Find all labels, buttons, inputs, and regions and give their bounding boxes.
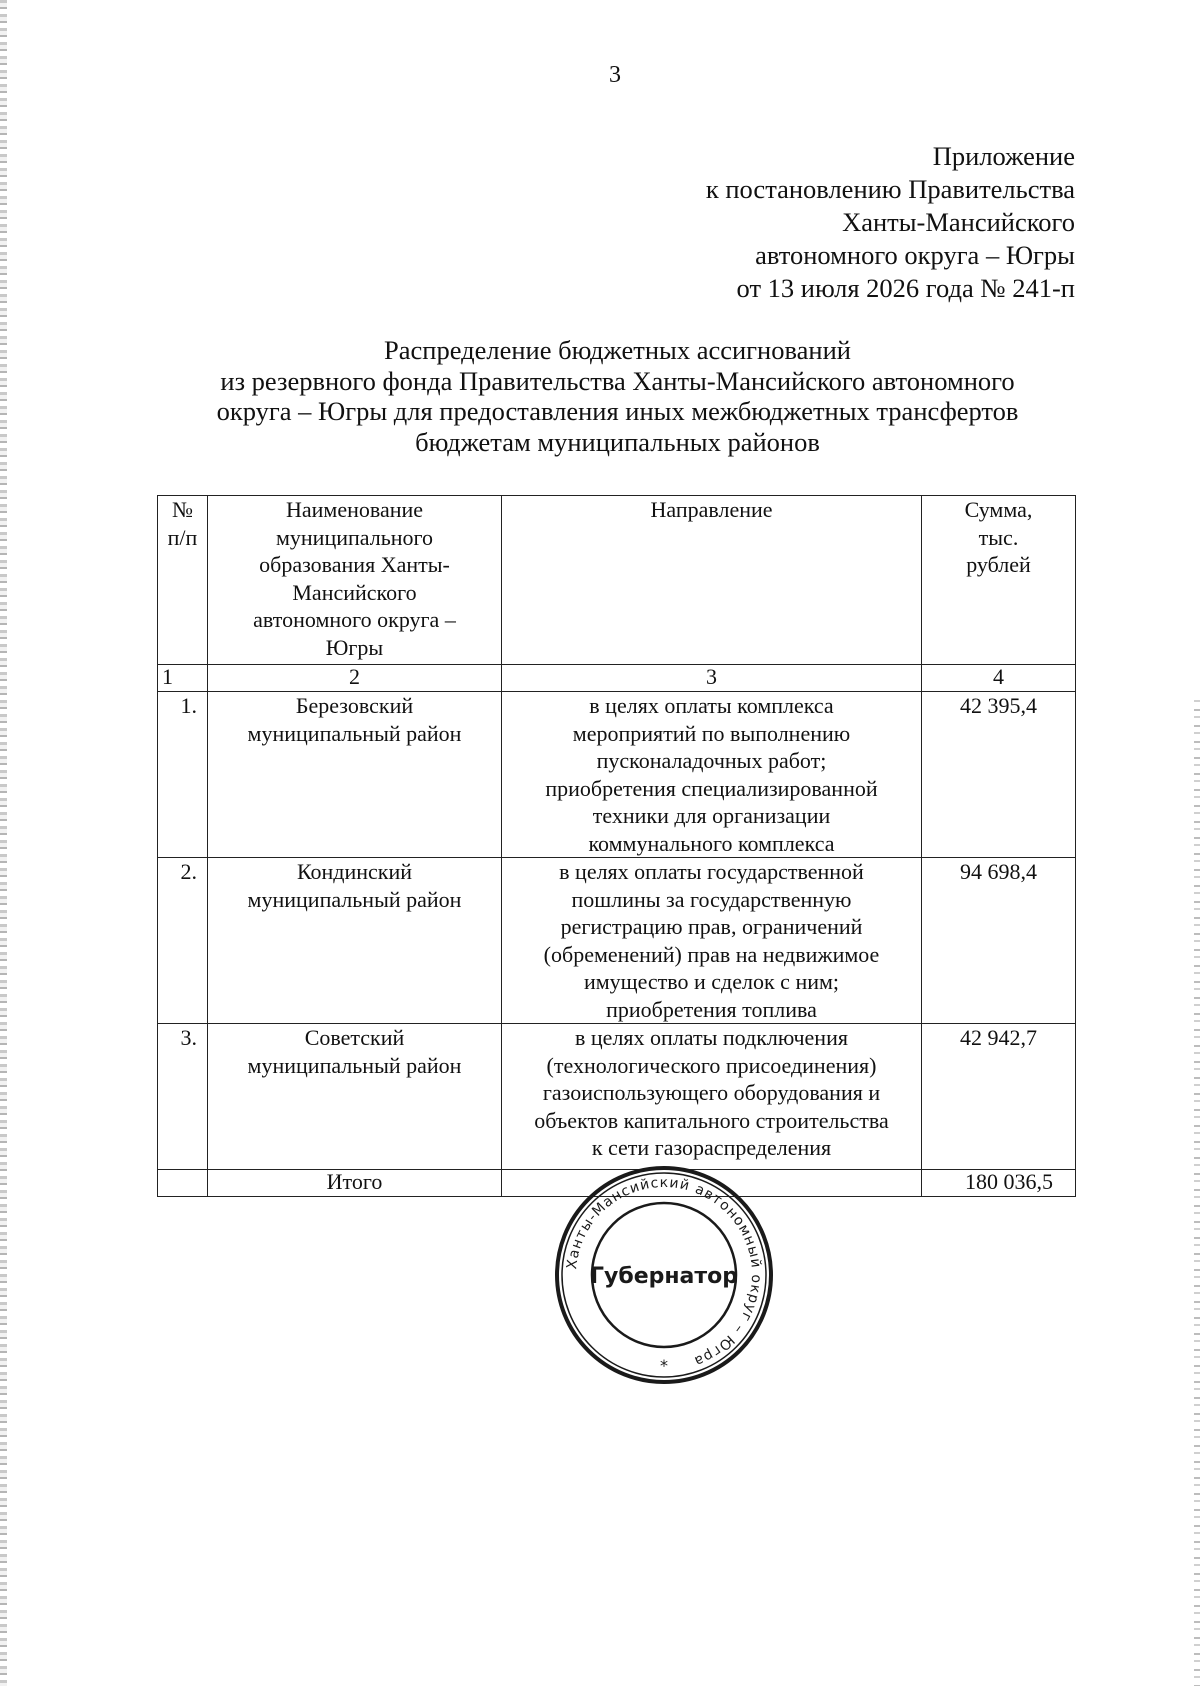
row-number: 3. — [158, 1024, 208, 1170]
row-number: 2. — [158, 858, 208, 1024]
table-row — [158, 1024, 1076, 1170]
table-row — [158, 692, 1076, 858]
document-title — [150, 335, 1085, 457]
header-sum: Сумма, тыс. рублей — [922, 496, 1076, 665]
column-index: 3 — [502, 665, 922, 692]
direction-text: в целях оплаты подключения (технологического присоединения) газоиспользующего оборудования и объектов капитального строительства к сети газораспределения — [502, 1024, 922, 1170]
title-line: бюджетам муниципальных районов — [415, 426, 820, 457]
appendix-date-line: от 13 июля 2026 года № 241-п — [736, 273, 1075, 303]
direction-text: в целях оплаты комплекса мероприятий по выполнению пусконаладочных работ; приобретения специализированной техники для организации коммунального комплекса — [502, 692, 922, 858]
header-name: Наименование муниципального образования Ханты- Мансийского автономного округа – Югры — [208, 496, 502, 665]
column-index: 1 — [158, 665, 208, 692]
column-index-row — [158, 665, 1076, 692]
title-line: из резервного фонда Правительства Ханты-Мансийского автономного — [220, 365, 1015, 396]
appendix-heading — [555, 140, 1075, 305]
amount: 94 698,4 — [922, 858, 1076, 1024]
table-header-row — [158, 496, 1076, 665]
governor-seal — [552, 1163, 776, 1387]
scan-edge-left — [0, 0, 7, 1686]
seal-ring-text: Ханты-Мансийский автономный округ – Югра — [564, 1174, 765, 1370]
appendix-line: автономного округа – Югры — [755, 240, 1075, 270]
appendix-line: Приложение — [932, 141, 1075, 171]
municipality-name: Березовский муниципальный район — [208, 692, 502, 858]
column-index: 4 — [922, 665, 1076, 692]
allocation-table — [157, 495, 1076, 1197]
page-number: 3 — [609, 62, 621, 88]
appendix-line: Ханты-Мансийского — [842, 207, 1075, 237]
header-direction: Направление — [502, 496, 922, 665]
direction-text: в целях оплаты государственной пошлины за государственную регистрацию прав, ограничений (обременений) прав на недвижимое имущество и сделок с ним; приобретения топлива — [502, 858, 922, 1024]
amount: 42 395,4 — [922, 692, 1076, 858]
row-number: 1. — [158, 692, 208, 858]
scan-edge-right — [1194, 700, 1200, 1686]
seal-center-text: Губернатор — [589, 1264, 739, 1289]
municipality-name: Кондинский муниципальный район — [208, 858, 502, 1024]
table-row — [158, 858, 1076, 1024]
appendix-line: к постановлению Правительства — [705, 174, 1075, 204]
total-empty-cell — [158, 1170, 208, 1197]
title-line: округа – Югры для предоставления иных межбюджетных трансфертов — [216, 396, 1019, 426]
amount: 42 942,7 — [922, 1024, 1076, 1170]
seal-star: * — [660, 1356, 668, 1375]
municipality-name: Советский муниципальный район — [208, 1024, 502, 1170]
total-amount: 180 036,5 — [922, 1170, 1076, 1197]
title-line: Распределение бюджетных ассигнований — [384, 335, 851, 365]
header-num: № п/п — [158, 496, 208, 665]
column-index: 2 — [208, 665, 502, 692]
total-label: Итого — [208, 1170, 502, 1197]
